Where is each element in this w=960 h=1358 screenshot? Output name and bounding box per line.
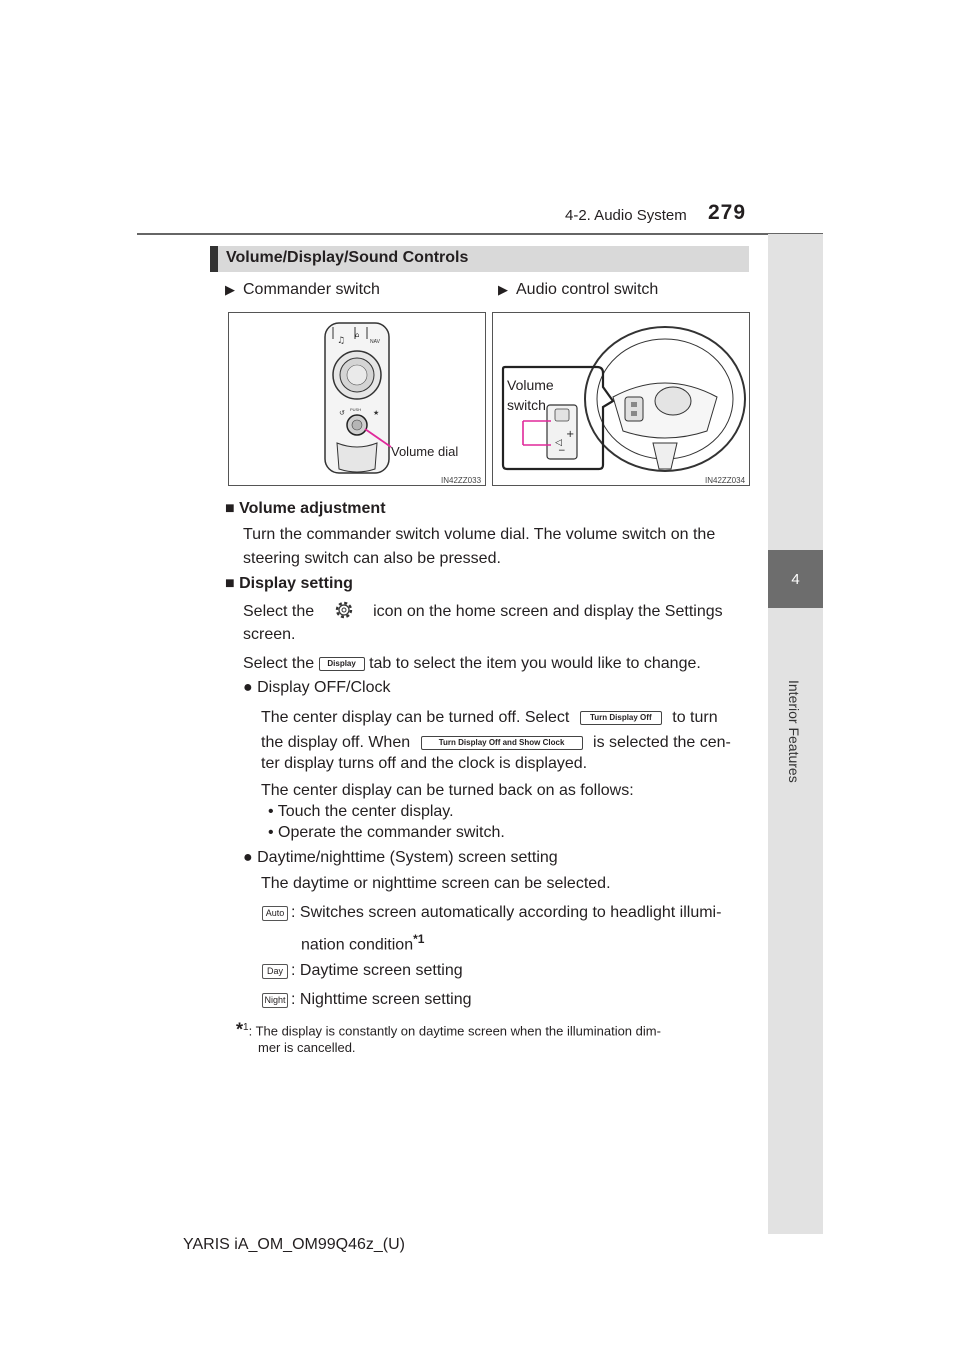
display-tab-button: Display	[319, 657, 365, 671]
heading-volume-adjustment	[225, 500, 386, 518]
text: Daytime/nighttime (System) screen setting	[257, 849, 558, 866]
figure-code: IN42ZZ034	[705, 476, 746, 485]
svg-text:★: ★	[373, 409, 380, 417]
gear-icon	[334, 600, 354, 620]
auto-mode-button: Auto	[262, 906, 288, 921]
page-number: 279	[708, 201, 747, 224]
caption-marker-icon: ▶	[498, 282, 508, 297]
footnote-number: 1	[243, 1022, 249, 1033]
text: to turn	[672, 709, 718, 726]
chapter-label: Interior Features	[786, 680, 802, 783]
caption-marker-icon: ▶	[225, 282, 235, 297]
text: nation condition	[301, 936, 414, 954]
caption-commander-switch	[225, 281, 380, 299]
para-display-off-line3: ter display turns off and the clock is displayed.	[261, 755, 588, 772]
svg-text:⌂: ⌂	[355, 331, 360, 339]
night-mode-button: Night	[262, 993, 288, 1008]
day-mode-button: Day	[262, 964, 288, 979]
svg-text:−: −	[558, 446, 566, 456]
text: Display OFF/Clock	[257, 679, 391, 696]
text: tab to select the item you would like to change.	[369, 655, 701, 672]
svg-text:+: +	[566, 429, 575, 440]
footnote	[236, 1019, 661, 1040]
para-display-off-line1	[261, 706, 718, 730]
list-item: • Operate the commander switch.	[268, 824, 505, 841]
callout-volume-switch	[507, 375, 554, 415]
heading-text: Volume adjustment	[239, 500, 386, 517]
figure-audio-control-switch	[492, 312, 750, 486]
night-desc: : Nighttime screen setting	[291, 991, 472, 1008]
text: Select the	[243, 603, 315, 620]
section-title: Volume/Display/Sound Controls	[226, 249, 469, 266]
figure-commander-switch	[228, 312, 486, 486]
para-settings-line1	[243, 600, 723, 628]
auto-desc-line1: : Switches screen automatically according to headlight illumi-	[291, 904, 722, 921]
callout-volume-dial: Volume dial	[391, 444, 459, 459]
heading-display-setting	[225, 575, 353, 593]
text: icon on the home screen and display the Settings	[373, 603, 723, 620]
svg-text:↺: ↺	[339, 409, 345, 417]
text: Select the	[243, 655, 315, 672]
heading-text: Display setting	[239, 575, 353, 592]
bullet-icon: ●	[243, 679, 253, 696]
para-settings-line2: screen.	[243, 626, 296, 643]
svg-text:♫: ♫	[337, 336, 346, 346]
text: the display off. When	[261, 734, 411, 751]
footnote-text: : The display is constantly on daytime screen when the illumination dim-	[248, 1023, 661, 1039]
callout-line: switch	[507, 397, 546, 413]
callout-line: Volume	[507, 377, 554, 393]
para-display-tab	[243, 652, 701, 676]
footnote-mark: *	[236, 1019, 244, 1040]
svg-text:◁: ◁	[555, 438, 562, 448]
footnote-ref: *1	[413, 932, 425, 946]
header-rule	[137, 233, 823, 235]
document-id: YARIS iA_OM_OM99Q46z_(U)	[183, 1236, 405, 1253]
auto-desc-line2	[301, 927, 424, 957]
text: is selected the cen-	[593, 734, 731, 751]
subheading-daytime	[243, 846, 558, 870]
square-marker-icon: ■	[225, 575, 235, 592]
footnote-line2: mer is cancelled.	[258, 1040, 356, 1055]
subheading-display-off	[243, 676, 390, 700]
para-volume-line2: steering switch can also be pressed.	[243, 550, 501, 567]
caption-text: Audio control switch	[516, 281, 659, 298]
day-desc: : Daytime screen setting	[291, 962, 463, 979]
header-section-title: 4-2. Audio System	[565, 207, 687, 224]
turn-display-off-button: Turn Display Off	[580, 711, 662, 725]
text: The center display can be turned off. Select	[261, 709, 570, 726]
para-display-off-line4: The center display can be turned back on as follows:	[261, 782, 634, 799]
svg-text:PUSH: PUSH	[350, 407, 362, 412]
caption-audio-control-switch	[498, 281, 658, 299]
settings-gear-icon	[319, 600, 369, 628]
figure-code: IN42ZZ033	[441, 476, 482, 485]
list-item: • Touch the center display.	[268, 803, 454, 820]
turn-display-off-show-clock-button: Turn Display Off and Show Clock	[421, 736, 583, 750]
svg-text:NAV: NAV	[370, 339, 380, 345]
chapter-number: 4	[791, 571, 800, 588]
square-marker-icon: ■	[225, 500, 235, 517]
para-daytime-intro: The daytime or nighttime screen can be selected.	[261, 875, 611, 892]
bullet-icon: ●	[243, 849, 253, 866]
commander-switch-illustration	[229, 313, 485, 485]
caption-text: Commander switch	[243, 281, 380, 298]
para-volume-line1: Turn the commander switch volume dial. The volume switch on the	[243, 526, 716, 543]
section-heading-marker	[210, 246, 218, 272]
